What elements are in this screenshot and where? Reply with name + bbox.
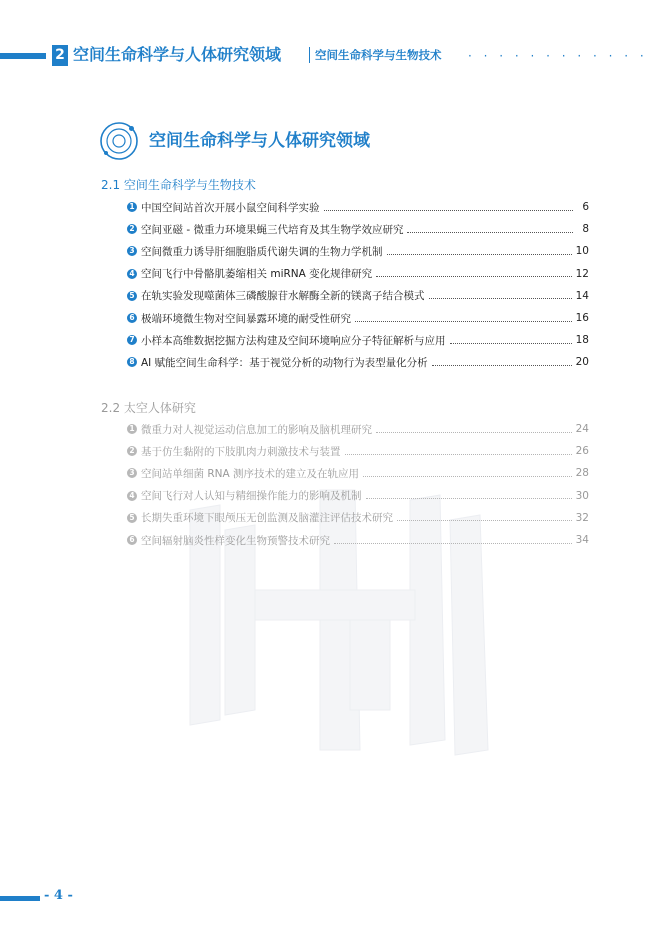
toc-entry-title: AI 赋能空间生命科学：基于视觉分析的动物行为表型量化分析 [141,356,428,369]
item-number-badge: 5 [127,513,137,523]
toc-page-number: 10 [575,245,589,258]
toc-entry[interactable] [127,507,589,529]
toc-entry[interactable] [127,218,589,240]
dot-leader [345,454,572,455]
item-number-badge: 7 [127,335,137,345]
toc-entry[interactable] [127,462,589,484]
item-number-badge: 6 [127,535,137,545]
toc-entry-title: 基于仿生黏附的下肢肌肉力刺激技术与装置 [141,445,341,458]
toc-page-number: 24 [575,423,589,436]
toc-entry-title: 长期失重环境下眼颅压无创监测及脑灌注评估技术研究 [141,512,393,525]
toc-entry[interactable] [127,196,589,218]
toc-entry[interactable] [127,307,589,329]
toc-page-number: 34 [575,534,589,547]
chapter-title: 空间生命科学与人体研究领域 [73,45,282,64]
toc-entry-title: 空间站单细菌 RNA 测序技术的建立及在轨应用 [141,467,360,480]
dot-leader [429,298,572,299]
toc-page-number: 26 [575,445,589,458]
toc-page-number: 28 [575,467,589,480]
toc-entry-title: 空间飞行对人认知与精细操作能力的影响及机制 [141,490,362,503]
toc-entry[interactable] [127,485,589,507]
dot-leader [324,210,574,211]
toc-entry[interactable] [127,529,589,551]
dot-leader [376,432,572,433]
toc-entry-title: 中国空间站首次开展小鼠空间科学实验 [141,201,320,214]
toc-entry[interactable] [127,285,589,307]
subsection-heading-2-1: 2.1 空间生命科学与生物技术 [101,178,256,192]
toc-entry-title: 小样本高维数据挖掘方法构建及空间环境响应分子特征解析与应用 [141,334,446,347]
item-number-badge: 6 [127,313,137,323]
item-number-badge: 4 [127,269,137,279]
toc-entry-title: 空间亚磁 - 微重力环境果蝇三代培育及其生物学效应研究 [141,223,404,236]
toc-page-number: 12 [575,267,589,280]
orbit-icon [98,120,140,162]
chapter-number-badge: 2 [52,45,68,66]
toc-list-2-1 [127,196,589,374]
dot-leader [432,365,572,366]
item-number-badge: 4 [127,491,137,501]
item-number-badge: 3 [127,468,137,478]
dot-leader [407,232,573,233]
toc-entry[interactable] [127,263,589,285]
header-dot-leader: · · · · · · · · · · · · [468,49,648,63]
subsection-heading-2-2: 2.2 太空人体研究 [101,401,196,415]
dot-leader [355,321,572,322]
toc-entry[interactable] [127,329,589,351]
dot-leader [450,343,572,344]
header-accent-bar [0,53,46,59]
page-number: - 4 - [44,888,73,903]
toc-entry[interactable] [127,418,589,440]
item-number-badge: 5 [127,291,137,301]
dot-leader [366,498,572,499]
toc-entry-title: 极端环境微生物对空间暴露环境的耐受性研究 [141,312,351,325]
toc-page-number: 32 [575,511,589,524]
item-number-badge: 2 [127,224,137,234]
item-number-badge: 8 [127,357,137,367]
toc-entry-title: 微重力对人视觉运动信息加工的影响及脑机理研究 [141,423,372,436]
toc-entry[interactable] [127,351,589,373]
item-number-badge: 2 [127,446,137,456]
section-title-header: 空间生命科学与生物技术 [315,48,442,62]
toc-page-number: 16 [575,312,589,325]
item-number-badge: 1 [127,424,137,434]
toc-page-number: 20 [575,356,589,369]
header-divider [309,47,310,63]
section-title: 空间生命科学与人体研究领域 [149,131,370,151]
dot-leader [376,276,571,277]
toc-list-2-2 [127,418,589,551]
dot-leader [363,476,572,477]
dot-leader [397,520,572,521]
item-number-badge: 1 [127,202,137,212]
toc-page-number: 30 [575,489,589,502]
dot-leader [334,543,572,544]
item-number-badge: 3 [127,246,137,256]
toc-entry[interactable] [127,240,589,262]
toc-entry-title: 空间辐射脑炎性样变化生物预警技术研究 [141,534,330,547]
toc-entry-title: 空间飞行中骨骼肌萎缩相关 miRNA 变化规律研究 [141,268,373,281]
toc-entry-title: 在轨实验发现噬菌体三磷酸腺苷水解酶全新的镁离子结合模式 [141,290,425,303]
toc-page-number: 14 [575,289,589,302]
footer-accent-bar [0,896,40,901]
toc-page-number: 18 [575,334,589,347]
toc-page-number: 6 [582,201,589,214]
toc-entry[interactable] [127,440,589,462]
toc-page-number: 8 [582,223,589,236]
toc-entry-title: 空间微重力诱导肝细胞脂质代谢失调的生物力学机制 [141,245,383,258]
dot-leader [387,254,572,255]
